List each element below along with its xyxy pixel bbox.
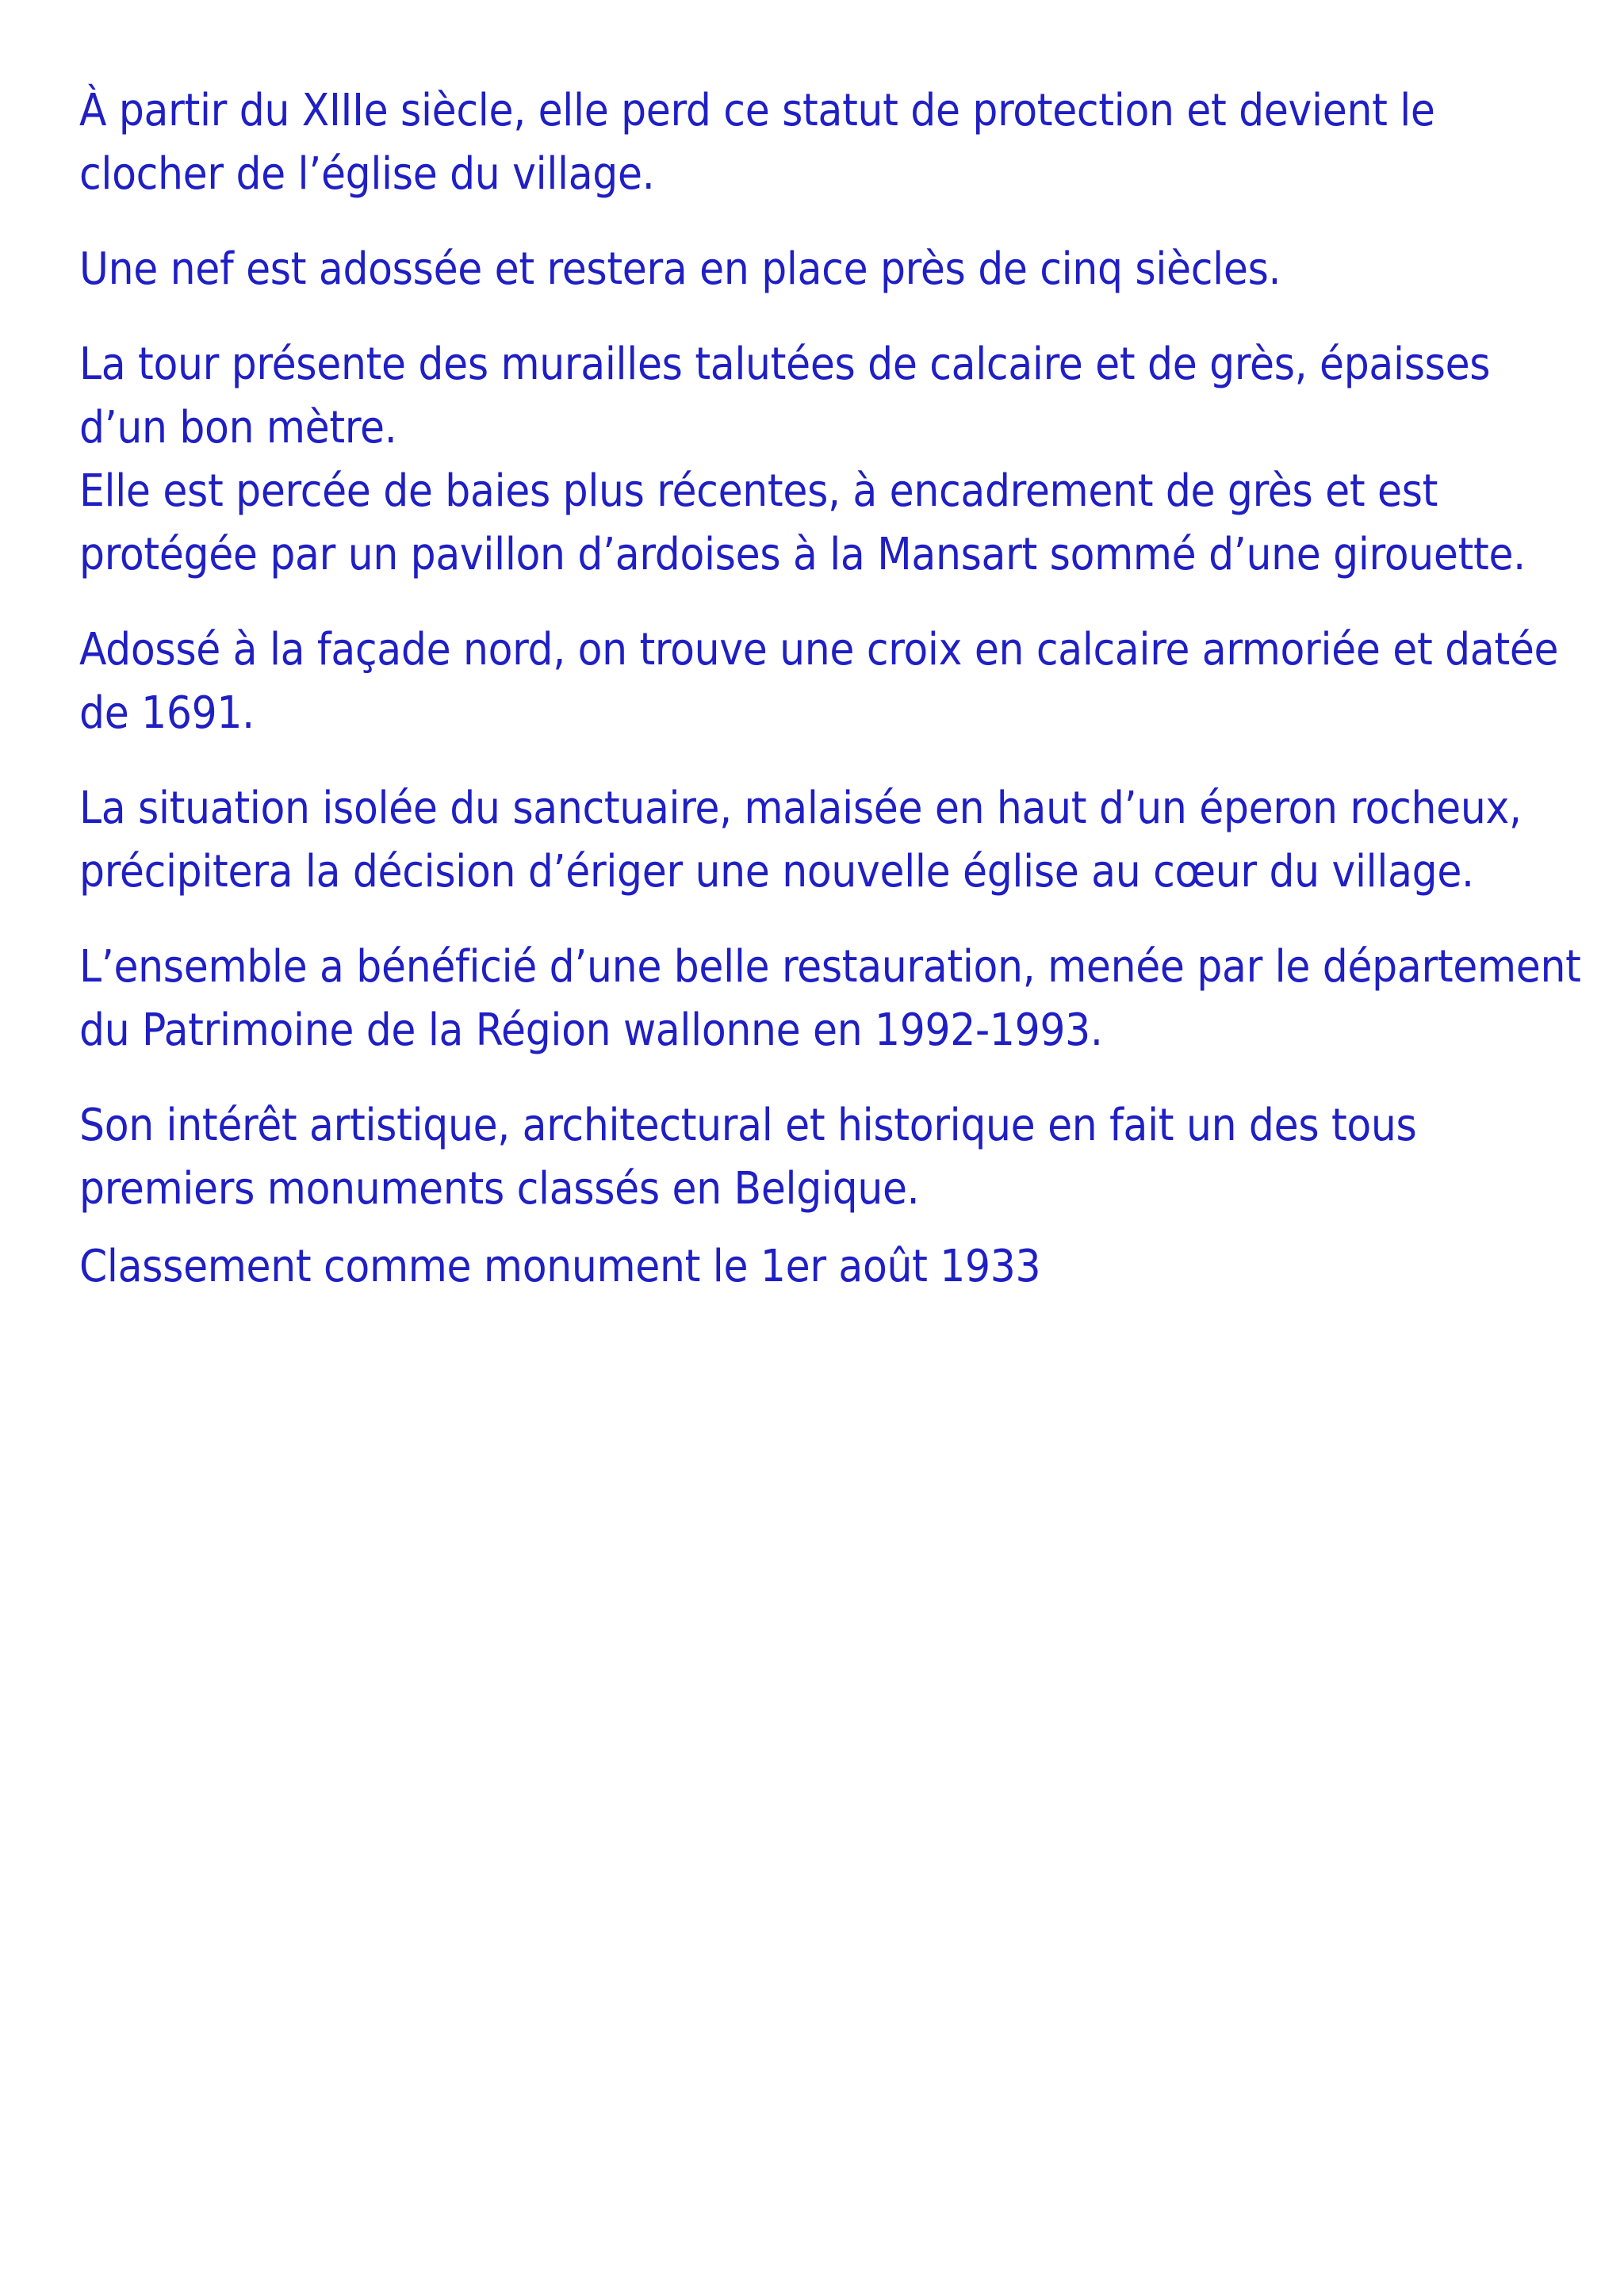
classification-date: Classement comme monument le 1er août 1933 xyxy=(79,1241,1041,1292)
paragraph-2: Une nef est adossée et restera en place près de cinq siècles. xyxy=(79,243,1281,295)
paragraph-7: L’ensemble a bénéficié d’une belle restauration, menée par le département du Patrimoine de la Région wallonne en 1992-1993. xyxy=(79,941,1581,1056)
paragraph-3: La tour présente des murailles talutées de calcaire et de grès, épaisses d’un bon mètre. xyxy=(79,339,1491,453)
document-body xyxy=(79,79,1586,1299)
paragraph-8: Son intérêt artistique, architectural et historique en fait un des tous premiers monuments classés en Belgique. xyxy=(79,1100,1417,1215)
paragraph-1: À partir du XIIIe siècle, elle perd ce statut de protection et devient le clocher de l’église du village. xyxy=(79,85,1435,200)
paragraph-6: La situation isolée du sanctuaire, malaisée en haut d’un éperon rocheux, précipitera la décision d’ériger une nouvelle église au cœur du village. xyxy=(79,783,1522,897)
paragraph-5: Adossé à la façade nord, on trouve une croix en calcaire armoriée et datée de 1691. xyxy=(79,624,1559,739)
paragraph-4: Elle est percée de baies plus récentes, à encadrement de grès et est protégée par un pavillon d’ardoises à la Mansart sommé d’une girouette. xyxy=(79,465,1526,580)
